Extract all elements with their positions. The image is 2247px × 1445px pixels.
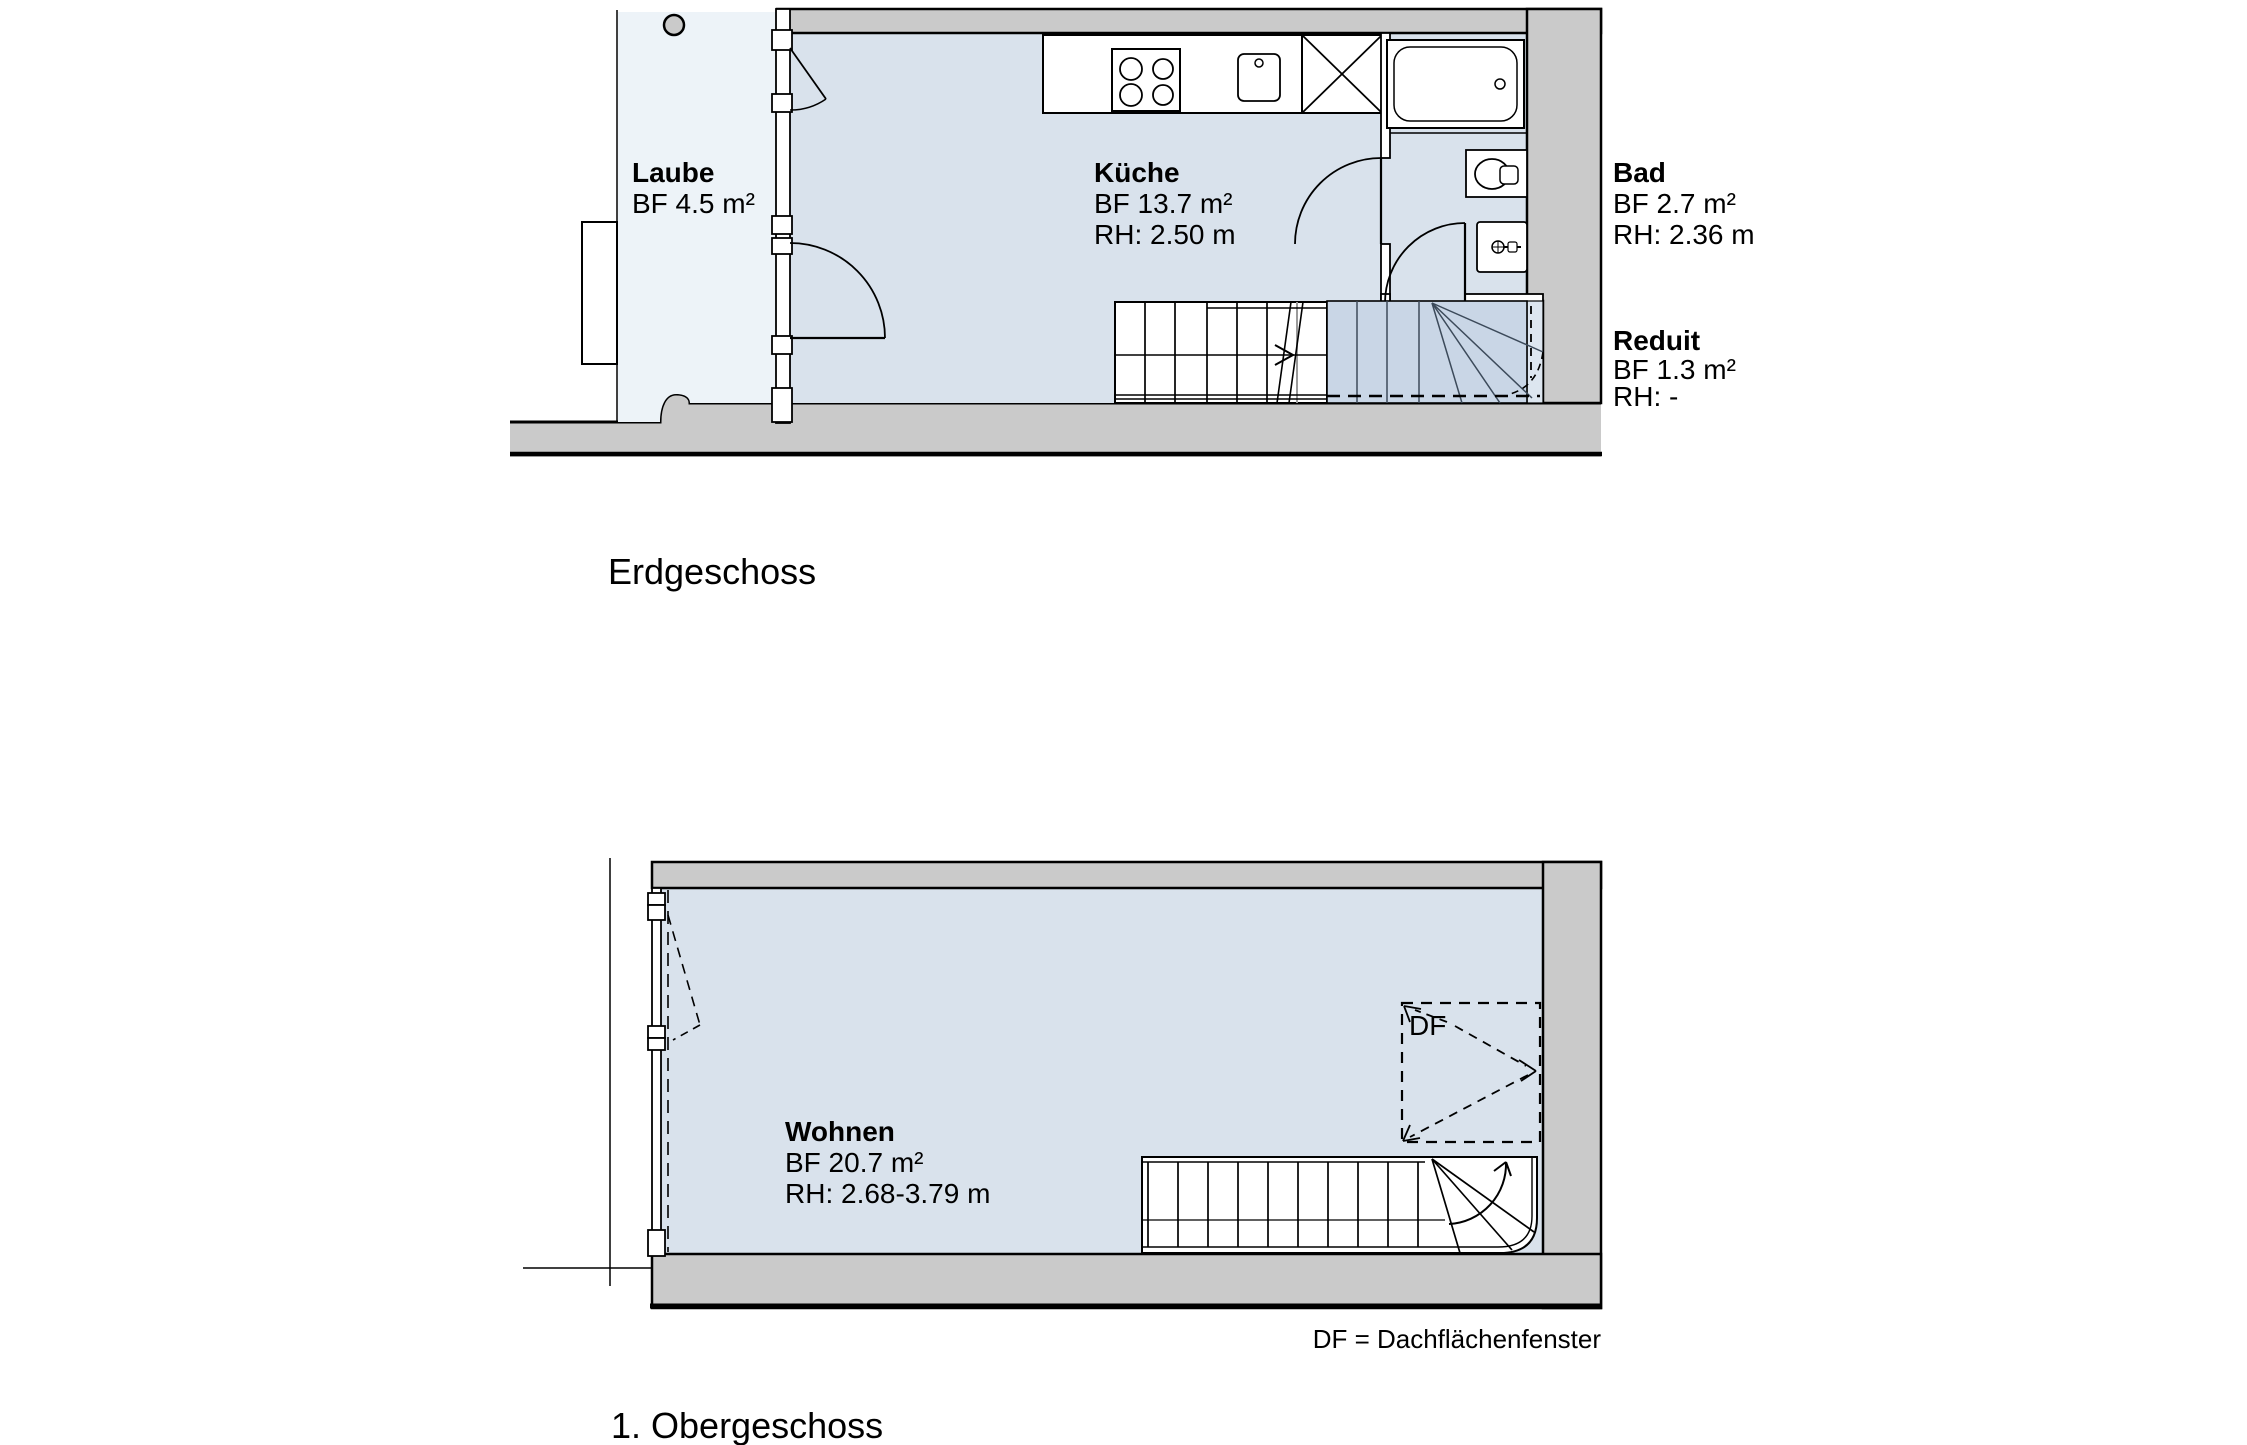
shaft-icon: [1302, 35, 1382, 113]
og-stairs: [1142, 1157, 1537, 1253]
bad-height: RH: 2.36 m: [1613, 219, 1755, 250]
reduit-label: Reduit: [1613, 325, 1701, 356]
df-legend: DF = Dachflächenfenster: [1312, 1324, 1601, 1354]
og-east-wall: [1543, 862, 1601, 1308]
erdgeschoss-plan: [510, 9, 1755, 592]
wohnen-area: BF 20.7 m²: [785, 1147, 924, 1178]
kueche-area: BF 13.7 m²: [1094, 188, 1233, 219]
obergeschoss-title: 1. Obergeschoss: [611, 1405, 884, 1445]
erdgeschoss-title: Erdgeschoss: [608, 551, 817, 592]
reduit-height: RH: -: [1613, 381, 1679, 412]
og-north-wall: [652, 862, 1601, 888]
og-south-wall: [652, 1254, 1601, 1308]
eg-north-wall: [777, 9, 1601, 33]
bad-area: BF 2.7 m²: [1613, 188, 1736, 219]
exterior-step: [582, 222, 617, 364]
df-marker: DF: [1409, 1010, 1447, 1041]
obergeschoss-plan: [523, 858, 1602, 1445]
washbasin-icon: [1477, 222, 1527, 272]
kueche-height: RH: 2.50 m: [1094, 219, 1236, 250]
bathtub-icon: [1387, 40, 1527, 133]
wohnen-label: Wohnen: [785, 1116, 895, 1147]
bad-label: Bad: [1613, 157, 1666, 188]
laube-label: Laube: [632, 157, 715, 188]
toilet-icon: [1466, 150, 1527, 197]
reduit-stairs: [1327, 301, 1543, 403]
eg-stairs-lower: [1115, 302, 1327, 403]
reduit-area: BF 1.3 m²: [1613, 354, 1736, 385]
laube-area: BF 4.5 m²: [632, 188, 755, 219]
stove-icon: [1112, 49, 1180, 111]
laube-post: [664, 15, 684, 35]
wohnen-height: RH: 2.68-3.79 m: [785, 1178, 991, 1209]
kitchen-sink-icon: [1238, 54, 1280, 101]
kueche-label: Küche: [1094, 157, 1180, 188]
